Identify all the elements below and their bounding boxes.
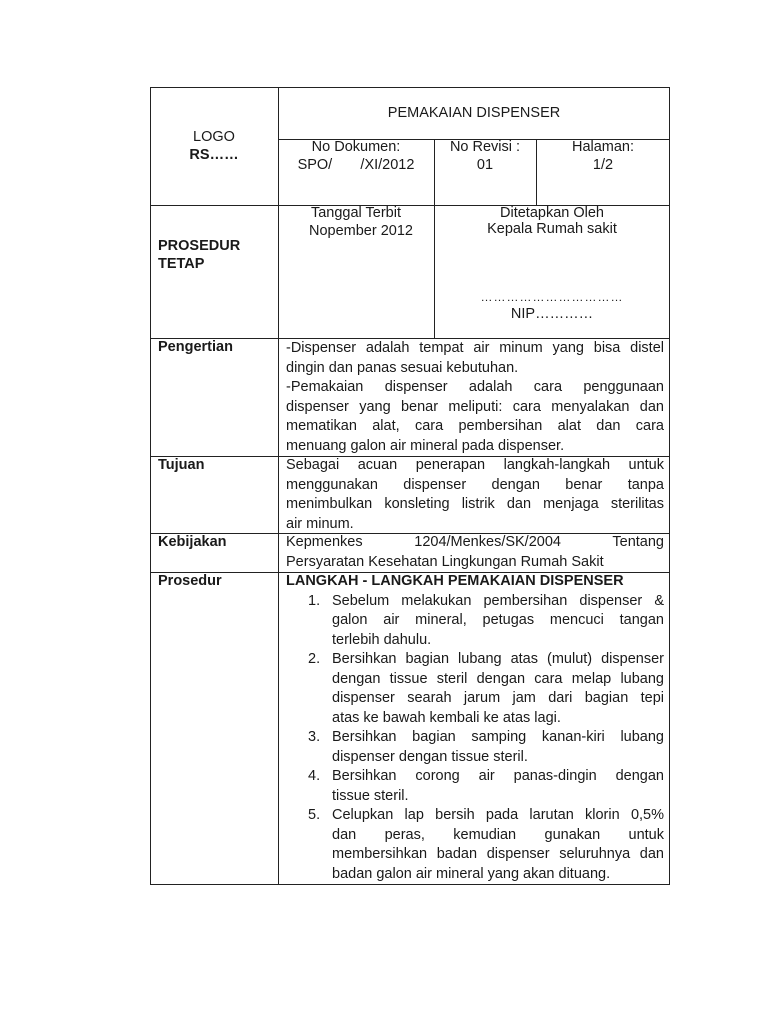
step-line: terlebih dahulu. — [332, 631, 432, 648]
border-bottom — [150, 884, 670, 885]
pengertian-text — [286, 339, 664, 456]
tujuan-label: Tujuan — [158, 457, 205, 473]
step-line: Bersihkan bagian lubang atas (mulut) dispenser — [332, 651, 664, 667]
step-line: dispenser searah jarum jam dari bagian tepi — [332, 690, 664, 706]
tujuan-line: menggunakan dispenser dengan benar tanpa — [286, 476, 664, 493]
pengertian-line: mematikan alat, cara pembersihan alat dan cara — [286, 418, 664, 434]
step-number: 5. — [308, 807, 321, 823]
prosedur-content — [286, 572, 664, 884]
list-item — [308, 650, 664, 728]
pengertian-label: Pengertian — [158, 339, 233, 355]
tujuan-line: Sebagai acuan penerapan langkah-langkah untuk — [286, 457, 664, 473]
ditetapkan-oleh-label: Ditetapkan Oleh — [500, 205, 604, 221]
step-number: 1. — [308, 592, 321, 609]
step-line: Celupkan lap bersih pada larutan klorin 0,5% — [332, 807, 664, 823]
list-item — [308, 806, 664, 884]
list-item — [308, 767, 664, 806]
tujuan-text — [286, 456, 664, 534]
pengertian-line: menuang galon air mineral pada dispenser. — [286, 437, 565, 454]
halaman-label: Halaman: — [571, 139, 635, 155]
step-number: 4. — [308, 768, 321, 784]
step-line: dispenser dengan tissue steril. — [332, 748, 528, 765]
tanggal-terbit-value: Nopember 2012 — [309, 223, 413, 239]
step-number: 3. — [308, 729, 321, 745]
kebijakan-text — [286, 533, 664, 572]
no-dokumen-label: No Dokumen: — [311, 139, 401, 155]
prosedur-steps — [286, 592, 664, 885]
step-line: Bersihkan corong air panas-dingin dengan — [332, 768, 664, 784]
tanggal-terbit-label: Tanggal Terbit — [310, 205, 402, 221]
kebijakan-label: Kebijakan — [158, 534, 227, 550]
step-line: badan galon air mineral yang akan dituang. — [332, 865, 611, 882]
list-item — [308, 728, 664, 767]
list-item — [308, 592, 664, 651]
step-number: 2. — [308, 651, 321, 667]
border-top — [150, 87, 670, 88]
no-revisi-value: 01 — [476, 157, 494, 173]
pengertian-line: -Pemakaian dispenser adalah cara penggunaan — [286, 379, 664, 395]
kebijakan-line: Persyaratan Kesehatan Lingkungan Rumah Sakit — [286, 553, 604, 570]
tujuan-line: air minum. — [286, 515, 354, 532]
nip-label: NIP………… — [510, 306, 594, 322]
step-line: atas ke bawah kembali ke atas lagi. — [332, 709, 561, 726]
kebijakan-line: Kepmenkes 1204/Menkes/SK/2004 Tentang — [286, 534, 664, 550]
ditetapkan-oleh-value: Kepala Rumah sakit — [487, 221, 617, 237]
step-line: Sebelum melakukan pembersihan dispenser & — [332, 592, 664, 609]
prosedur-label: Prosedur — [158, 573, 222, 589]
rs-label: RS…… — [189, 147, 239, 163]
tujuan-line: menimbulkan konsleting listrik dan menjaga sterilitas — [286, 496, 664, 512]
halaman-value: 1/2 — [592, 157, 614, 173]
signature-line: …………………………… — [480, 290, 624, 304]
prosedur-tetap-label-2: TETAP — [158, 256, 205, 272]
document-title: PEMAKAIAN DISPENSER — [387, 105, 561, 121]
no-dokumen-value: SPO/ /XI/2012 — [297, 157, 415, 173]
step-line: dan peras, kemudian gunakan untuk — [332, 826, 664, 843]
prosedur-title: LANGKAH - LANGKAH PEMAKAIAN DISPENSER — [286, 573, 624, 589]
pengertian-line: dispenser yang benar meliputi: cara menyalakan dan — [286, 398, 664, 415]
pengertian-line: dingin dan panas sesuai kebutuhan. — [286, 359, 519, 376]
no-revisi-label: No Revisi : — [449, 139, 521, 155]
logo-label: LOGO — [193, 129, 235, 145]
step-line: tissue steril. — [332, 787, 409, 804]
border-left — [150, 87, 151, 885]
step-line: dengan tissue steril dengan cara melap lubang — [332, 670, 664, 687]
pengertian-line: -Dispenser adalah tempat air minum yang bisa distel — [286, 340, 664, 356]
step-line: Bersihkan bagian samping kanan-kiri lubang — [332, 729, 664, 745]
prosedur-tetap-label-1: PROSEDUR — [158, 238, 241, 254]
step-line: membersihkan badan dispenser seluruhnya dan — [332, 846, 664, 862]
step-line: galon air mineral, petugas mencuci tangan — [332, 612, 664, 628]
